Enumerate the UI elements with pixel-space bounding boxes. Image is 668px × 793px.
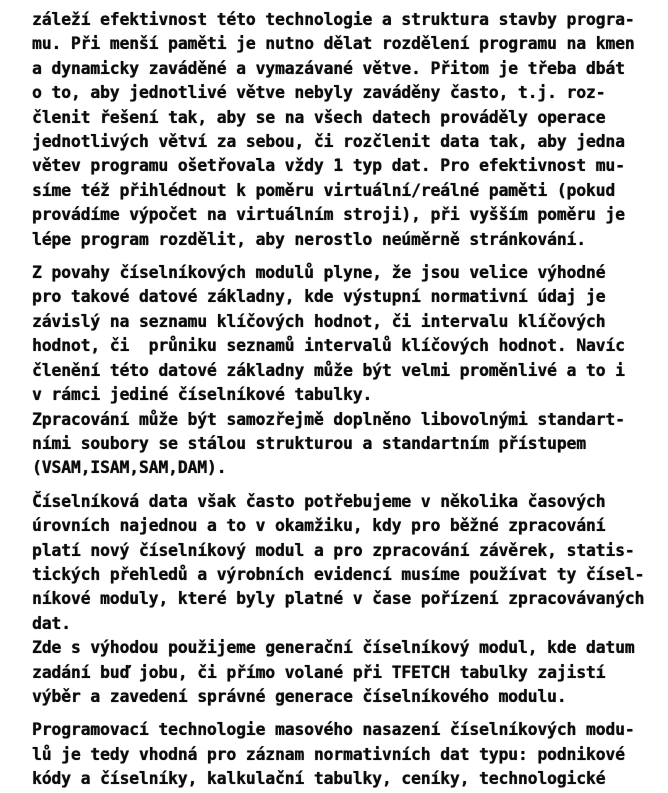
paragraph bbox=[32, 261, 650, 407]
text-line: platí nový číselníkový modul a pro zpracování závěrek, statis- bbox=[32, 540, 635, 560]
text-line: lépe program rozdělit, aby nerostlo neúměrně stránkování. bbox=[32, 229, 586, 249]
text-line: ními soubory se stálou strukturou a standartním přístupem bbox=[32, 433, 586, 453]
text-line: Zpracování může být samozřejmě doplněno libovolnými standart- bbox=[32, 409, 625, 429]
text-line: Z povahy číselníkových modulů plyne, že jsou velice výhodné bbox=[32, 263, 606, 283]
text-line: zadání buď jobu, či přímo volané při TFETCH tabulky zajistí bbox=[32, 662, 606, 682]
text-line: níkové moduly, které byly platné v čase pořízení zpracovávaných bbox=[32, 589, 645, 609]
text-line: o to, aby jednotlivé větve nebyly zaváděny často, t.j. roz- bbox=[32, 83, 606, 103]
text-line: úrovních najednou a to v okamžiku, kdy pro běžné zpracování bbox=[32, 516, 606, 536]
text-line: jednotlivých větví za sebou, či rozčlenit data tak, aby jedna bbox=[32, 132, 625, 152]
text-line: provádíme výpočet na virtuálním stroji), při vyšším poměru je bbox=[32, 205, 625, 225]
text-line: závislý na seznamu klíčových hodnot, či intervalu klíčových bbox=[32, 311, 606, 331]
text-line: výběr a zavedení správné generace číselníkového modulu. bbox=[32, 686, 567, 706]
text-line: členit řešení tak, aby se na všech datech prováděly operace bbox=[32, 107, 606, 127]
text-line: mu. Při menší paměti je nutno dělat rozdělení programu na kmen bbox=[32, 34, 635, 54]
text-line: členění této datové základny může být velmi proměnlivé a to i bbox=[32, 360, 625, 380]
paragraph bbox=[32, 8, 650, 252]
text-line: kódy a číselníky, kalkulační tabulky, ceníky, technologické bbox=[32, 769, 606, 789]
text-line: a dynamicky zaváděné a vymazávané větve. Přitom je třeba dbát bbox=[32, 58, 625, 78]
paragraph bbox=[32, 490, 650, 636]
text-line: v rámci jediné číselníkové tabulky. bbox=[32, 385, 373, 405]
text-line: hodnot, či průniku seznamů intervalů klíčových hodnot. Navíc bbox=[32, 336, 625, 356]
paragraph bbox=[32, 636, 650, 709]
text-line: záleží efektivnost této technologie a struktura stavby progra- bbox=[32, 10, 635, 29]
text-line: dat. bbox=[32, 613, 71, 633]
paragraph bbox=[32, 408, 650, 481]
text-line: lů je tedy vhodná pro záznam normativních dat typu: podnikové bbox=[32, 744, 625, 764]
text-line: (VSAM,ISAM,SAM,DAM). bbox=[32, 458, 227, 478]
page-text bbox=[32, 8, 650, 792]
text-line: Číselníková data však často potřebujeme v několika časových bbox=[32, 491, 606, 511]
text-line: větev programu ošetřovala vždy 1 typ dat. Pro efektivnost mu- bbox=[32, 156, 625, 176]
text-line: Programovací technologie masového nasazení číselníkových modu- bbox=[32, 720, 635, 740]
text-line: síme též přihlédnout k poměru virtuální/reálné paměti (pokud bbox=[32, 180, 616, 200]
text-line: tických přehledů a výrobních evidencí musíme používat ty čísel- bbox=[32, 564, 645, 584]
text-line: Zde s výhodou použijeme generační číselníkový modul, kde datum bbox=[32, 638, 635, 658]
paragraph bbox=[32, 718, 650, 791]
text-line: pro takové datové základny, kde výstupní normativní údaj je bbox=[32, 287, 606, 307]
